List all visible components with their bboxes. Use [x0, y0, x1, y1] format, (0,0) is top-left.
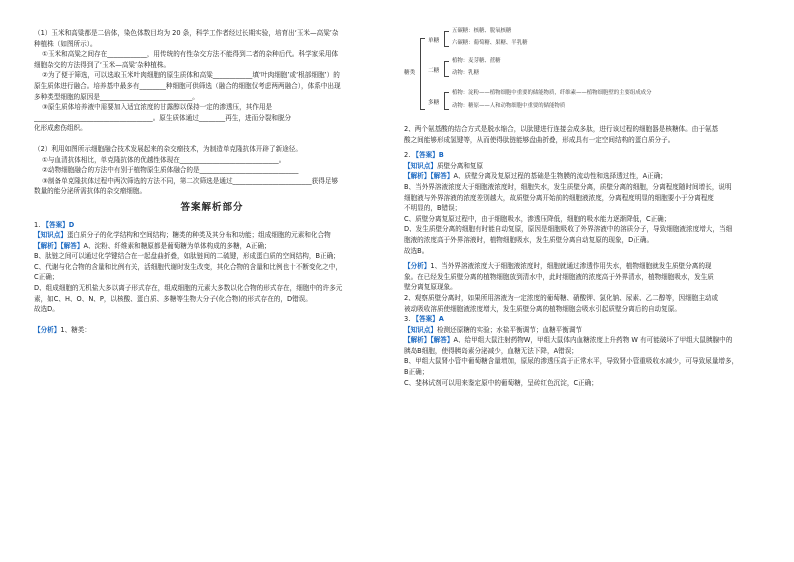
answer-1-knowledge-point: 【知识点】蛋白质分子的化学结构和空间结构；糖类的种类及其分布和功能；组成细胞的元素和化合物	[34, 231, 331, 240]
diagram-group-label: 二糖	[428, 68, 440, 74]
section-tag: 【知识点】	[404, 325, 437, 334]
question-2-item-2: ②动物细胞融合的方法中有别于植物原生质体融合的是______________________________	[42, 166, 299, 175]
answer-3-analysis-line: 【解析】【解答】A、给甲组大鼠注射药物W，甲组大鼠体内血糖浓度上升药物 W 有可能破坏了甲组大鼠胰腺中的	[404, 336, 733, 345]
question-1-item-1b: 细胞杂交的方法得到了‘玉米—高粱’杂种植株。	[34, 60, 171, 69]
answer-2-analysis-line: 胞液的浓度高于外界溶液时，植物细胞吸水，发生质壁分离自动复原的现象，D正确。	[404, 235, 654, 244]
answer-2-header	[404, 150, 764, 161]
section-tag: 【分析】	[34, 325, 61, 334]
answer-2-number: 2.	[404, 151, 411, 160]
answer-3-answer: 【答案】A	[412, 315, 444, 324]
left-column	[34, 28, 390, 335]
fenxi-2-line: 2、两个氨基酸的结合方式是脱水缩合，以肽键进行连接会成多肽，进行该过程的细胞器是核糖体。由于氨基	[404, 125, 719, 133]
question-1-item-3a: ③原生质体培养液中需要加入适宜浓度的甘露醇以保持一定的渗透压，其作用是	[42, 103, 273, 112]
question-1-intro-line-2: 种植株（如图所示）。	[34, 39, 97, 48]
diagram-leaf: 六碳糖：葡萄糖、果糖、半乳糖	[452, 40, 528, 46]
answer-1-analysis-line: C正确；	[34, 273, 59, 282]
answer-3-analysis-line: 胰岛B细胞，使得胰岛素分泌减少，血糖无法下降，A错误；	[404, 346, 578, 355]
question-1-intro-line-1: （1）玉米和高粱都是二倍体，染色体数目均为 20 条，科学工作者经过长期实验，培育出‘玉米—高粱’杂	[34, 29, 339, 37]
answer-2-analysis-line: 【解析】【解答】A、质壁分离及复原过程的基础是生物膜的流动性和选择透过性，A正确；	[404, 172, 667, 181]
answer-2-analysis-line: B、当外界溶液浓度大于细胞液浓度时，细胞失水，发生质壁分离，质壁分离的细胞，分离程度随时间增长，说明	[404, 182, 732, 191]
answer-3-header	[404, 314, 764, 325]
answer-3-knowledge-point: 【知识点】检测还原糖的实验；水盐平衡调节；血糖平衡调节	[404, 325, 583, 334]
question-2-item-3a: ③制备单克隆抗体过程中两次筛选的方法不同，第二次筛选是通过________________________获得足够	[42, 176, 339, 185]
question-1-item-1a: ①玉米和高粱之间存在____________，用传统的有性杂交方法不能得到二者的杂种后代。科学家采用体	[42, 50, 339, 59]
carbohydrate-classification-diagram	[404, 28, 764, 120]
answer-2-fenxi-line: 被动吸收溶质使细胞液浓度增大，发生质壁分离的植物细胞会吸水引起质壁分离后的自动复原。	[404, 304, 681, 313]
answer-2-analysis-line: 细胞液与外界溶液的浓度差别越大，故质壁分离开始前的细胞液浓度，分离程度明显的细胞要小于分离程度	[404, 193, 714, 202]
answer-1-analysis-line: 素，如C、H、O、N、P，以核酸、蛋白质、多糖等生物大分子(化合物)的形式存在的，D错误。	[34, 294, 312, 303]
section-tag: 【解析】【解答】	[34, 241, 84, 250]
answer-1-analysis-line: B、肽链之间可以通过化学键结合在一起盘曲折叠，如肽链间的二硫键，形成蛋白质的空间结构，B正确；	[34, 252, 340, 261]
diagram-leaf: 动物：糖原——人和动物细胞中重要的储能物质	[452, 103, 566, 109]
question-1-item-3b: ____________________________________。原生质体通过________再生，进而分裂和脱分	[34, 113, 292, 122]
diagram-group-bracket	[444, 31, 449, 47]
question-1-item-3c: 化形成愈伤组织。	[34, 124, 87, 133]
answer-1-header	[34, 220, 390, 231]
answer-1-fenxi: 【分析】1、糖类：	[34, 325, 91, 334]
question-1-item-2b: 原生质体进行融合。培养基中最多有________种细胞可供筛选（融合的细胞仅考虑两两融合），体系中出现	[34, 81, 341, 90]
diagram-leaf: 植物：麦芽糖、蔗糖	[452, 58, 501, 64]
answer-2-fenxi-line: 2、观察质壁分离时，如果所用溶液为一定浓度的葡萄糖、硝酸钾、氯化钠、尿素、乙二醇等，因细胞主动或	[404, 293, 719, 302]
diagram-group-label: 多糖	[428, 100, 440, 106]
question-2-item-3b: 数量的能分泌所需抗体的杂交瘤细胞。	[34, 187, 147, 196]
answer-2-analysis-line: C、质壁分离复原过程中，由于细胞吸水，渗透压降低，细胞的吸水能力逐渐降低，C正确；	[404, 214, 671, 223]
answer-1-analysis-line: C、代谢与化合物的含量和比例有关，活细胞代谢时发生改变，其化合物的含量和比例也十不断变化之中，	[34, 262, 342, 271]
answer-1-analysis-line: 故选D。	[34, 305, 59, 314]
question-1-item-2a: ②为了便于筛选，可以选取玉米叶肉细胞的原生质体和高粱____________填‘叶肉细胞’或‘根部细胞’）的	[42, 71, 340, 80]
answer-2-fenxi-line: 壁分离复原现象。	[404, 283, 457, 292]
answer-3-analysis-line: C、斐林试剂可以用来鉴定原中的葡萄糖，呈砖红色沉淀，C正确；	[404, 378, 598, 387]
answer-1-analysis-line: D、组成细胞的无机盐大多以离子形式存在，组成细胞的元素大多数以化合物的形式存在，细胞中的许多元	[34, 284, 343, 293]
question-2-intro: （2）利用如图所示细胞融合技术发展起来的杂交瘤技术，为制造单克隆抗体开辟了新途径。	[34, 144, 302, 153]
diagram-root-label: 糖类	[404, 70, 416, 76]
diagram-group-label: 单糖	[428, 38, 440, 44]
section-tag: 【知识点】	[404, 161, 437, 170]
question-2-item-1: ①与血清抗体相比，单克隆抗体的优越性体现在______________________________。	[42, 155, 286, 164]
section-tag: 【分析】	[404, 262, 431, 271]
diagram-leaf: 五碳糖：核糖、脱氧核糖	[452, 28, 512, 34]
answer-2-knowledge-point: 【知识点】质壁分离和复原	[404, 161, 484, 170]
answer-1-answer: 【答案】D	[42, 220, 75, 229]
diagram-leaf: 动物：乳糖	[452, 70, 479, 76]
answer-2-analysis-line: 故选B。	[404, 246, 429, 255]
answer-3-analysis-line: B正确；	[404, 368, 429, 377]
answer-2-analysis-line: D、发生质壁分离的细胞有时能自动复原，原因是细胞吸收了外界溶液中的溶质分子，导致细胞液浓度增大，当细	[404, 225, 733, 234]
answer-1-number: 1.	[34, 220, 41, 229]
answer-3-number: 3.	[404, 315, 411, 324]
fenxi-2-line: 酸之间能够形成氢键等，从而使得肽链能够盘曲折叠，形成具有一定空间结构的蛋白质分子。	[404, 135, 675, 144]
diagram-group-bracket	[444, 61, 449, 77]
right-column	[404, 28, 764, 388]
answer-2-analysis-line: 不明显的，B错误；	[404, 204, 462, 213]
diagram-group-bracket	[444, 92, 449, 110]
answer-2-answer: 【答案】B	[412, 151, 444, 160]
answer-2-fenxi-line: 【分析】1、当外界溶液浓度大于细胞液浓度时，细胞就通过渗透作用失水，植物细胞就发生质壁分离的现	[404, 262, 712, 271]
answer-1-analysis-line: 【解析】【解答】A、淀粉、纤维素和糖原都是葡萄糖为单体构成的多糖，A正确；	[34, 241, 271, 250]
answer-2-fenxi-line: 象。在已经发生质壁分离的植物细胞放到清水中，此时细胞液的浓度高于外界清水，植物细胞吸水，发生质	[404, 272, 714, 281]
answer-3-analysis-line: B、甲组大鼠肾小管中葡萄糖含量增加，原尿的渗透压高于正常水平，导致肾小管重吸收水减少，可导致尿量增多，	[404, 357, 739, 366]
section-tag: 【知识点】	[34, 231, 67, 240]
section-tag: 【解析】【解答】	[404, 172, 454, 181]
section-tag: 【解析】【解答】	[404, 336, 454, 345]
answer-section-title: 答案解析部分	[180, 201, 244, 213]
diagram-leaf: 植物：淀粉——植物细胞中重要的储能物质，纤维素——植物细胞壁的主要组成成分	[452, 90, 652, 96]
question-1-item-2c: 多种类型细胞的原因是____________________________。	[34, 92, 199, 101]
diagram-root-bracket	[420, 38, 425, 110]
